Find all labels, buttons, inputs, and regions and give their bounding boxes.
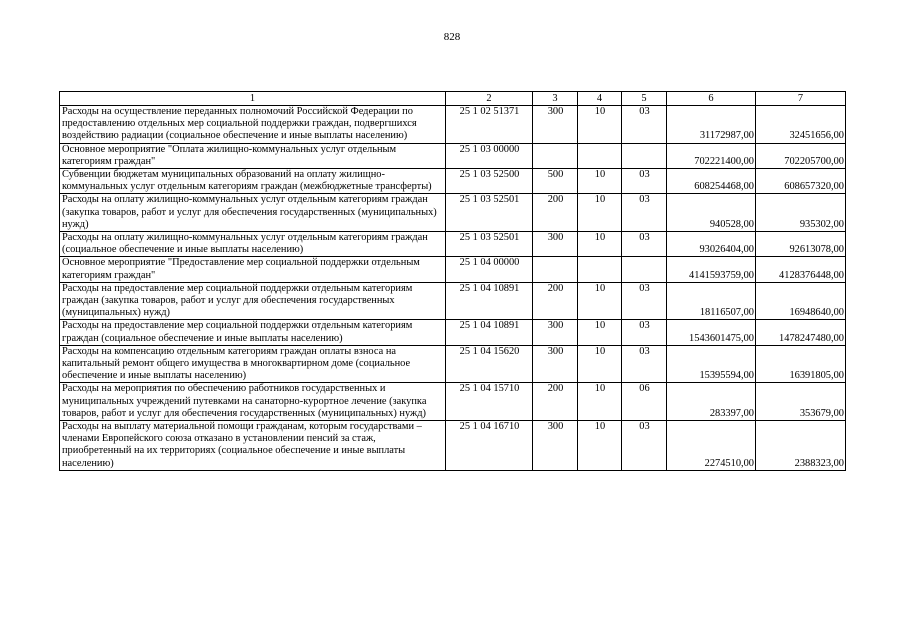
target-code-cell: 25 1 03 00000	[446, 143, 533, 168]
section-cell: 10	[578, 232, 622, 257]
page-number: 828	[443, 31, 461, 43]
header-cell: 4	[578, 92, 622, 106]
subsection-cell: 03	[622, 169, 667, 194]
target-code-cell: 25 1 04 10891	[446, 320, 533, 345]
header-cell: 5	[622, 92, 667, 106]
expense-name-cell: Основное мероприятие "Оплата жилищно-коммунальных услуг отдельным категориям граждан"	[60, 143, 446, 168]
expense-name-cell: Расходы на предоставление мер социальной поддержки отдельным категориям граждан (социальное обеспечение и иные выплаты населению)	[60, 320, 446, 345]
expense-name-cell: Расходы на компенсацию отдельным категориям граждан оплаты взноса на капитальный ремонт общего имущества в многоквартирном доме (социальное обеспечение и иные выплаты населению)	[60, 345, 446, 383]
section-cell: 10	[578, 421, 622, 471]
target-code-cell: 25 1 03 52501	[446, 194, 533, 232]
budget-table	[59, 91, 846, 471]
subsection-cell: 03	[622, 421, 667, 471]
expense-type-cell: 300	[533, 106, 578, 144]
section-cell	[578, 143, 622, 168]
amount-year2-cell: 32451656,00	[756, 106, 846, 144]
expense-type-cell: 300	[533, 320, 578, 345]
amount-year2-cell: 4128376448,00	[756, 257, 846, 282]
subsection-cell: 03	[622, 345, 667, 383]
expense-type-cell	[533, 257, 578, 282]
table-row	[60, 257, 846, 282]
subsection-cell: 03	[622, 320, 667, 345]
section-cell: 10	[578, 320, 622, 345]
header-cell: 3	[533, 92, 578, 106]
header-cell: 7	[756, 92, 846, 106]
amount-year2-cell: 935302,00	[756, 194, 846, 232]
expense-type-cell	[533, 143, 578, 168]
amount-year1-cell: 31172987,00	[667, 106, 756, 144]
expense-type-cell: 200	[533, 383, 578, 421]
table-row	[60, 232, 846, 257]
target-code-cell: 25 1 04 15710	[446, 383, 533, 421]
table-row	[60, 282, 846, 320]
subsection-cell: 03	[622, 282, 667, 320]
target-code-cell: 25 1 04 10891	[446, 282, 533, 320]
expense-type-cell: 500	[533, 169, 578, 194]
section-cell	[578, 257, 622, 282]
expense-type-cell: 300	[533, 345, 578, 383]
amount-year2-cell: 702205700,00	[756, 143, 846, 168]
section-cell: 10	[578, 383, 622, 421]
amount-year2-cell: 92613078,00	[756, 232, 846, 257]
expense-name-cell: Расходы на мероприятия по обеспечению работников государственных и муниципальных учреждений путевками на санаторно-курортное лечение (закупка товаров, работ и услуг для обеспечения государственных (муниципальных) нужд)	[60, 383, 446, 421]
target-code-cell: 25 1 04 00000	[446, 257, 533, 282]
amount-year2-cell: 353679,00	[756, 383, 846, 421]
amount-year1-cell: 940528,00	[667, 194, 756, 232]
section-cell: 10	[578, 194, 622, 232]
section-cell: 10	[578, 282, 622, 320]
expense-type-cell: 200	[533, 194, 578, 232]
table-row	[60, 320, 846, 345]
expense-name-cell: Расходы на оплату жилищно-коммунальных услуг отдельным категориям граждан (закупка товаров, работ и услуг для обеспечения государственных (муниципальных) нужд)	[60, 194, 446, 232]
amount-year2-cell: 2388323,00	[756, 421, 846, 471]
subsection-cell: 06	[622, 383, 667, 421]
expense-name-cell: Расходы на предоставление мер социальной поддержки отдельным категориям граждан (закупка товаров, работ и услуг для обеспечения государственных (муниципальных) нужд)	[60, 282, 446, 320]
header-cell: 2	[446, 92, 533, 106]
section-cell: 10	[578, 106, 622, 144]
subsection-cell: 03	[622, 232, 667, 257]
table-row	[60, 194, 846, 232]
header-cell: 1	[60, 92, 446, 106]
expense-type-cell: 300	[533, 232, 578, 257]
amount-year1-cell: 15395594,00	[667, 345, 756, 383]
expense-name-cell: Расходы на оплату жилищно-коммунальных услуг отдельным категориям граждан (социальное обеспечение и иные выплаты населению)	[60, 232, 446, 257]
table-row	[60, 143, 846, 168]
expense-name-cell: Расходы на осуществление переданных полномочий Российской Федерации по предоставлению отдельных мер социальной поддержки граждан, подвергшихся воздействию радиации (социальное обеспечение и иные выплаты населению)	[60, 106, 446, 144]
table-row	[60, 421, 846, 471]
subsection-cell: 03	[622, 194, 667, 232]
amount-year2-cell: 16391805,00	[756, 345, 846, 383]
expense-name-cell: Субвенции бюджетам муниципальных образований на оплату жилищно-коммунальных услуг отдельным категориям граждан (межбюджетные трансферты)	[60, 169, 446, 194]
table-row	[60, 383, 846, 421]
section-cell: 10	[578, 345, 622, 383]
amount-year1-cell: 1543601475,00	[667, 320, 756, 345]
table-row	[60, 345, 846, 383]
table-row	[60, 106, 846, 144]
amount-year1-cell: 93026404,00	[667, 232, 756, 257]
expense-name-cell: Расходы на выплату материальной помощи гражданам, которым государствами – членами Европейского союза отказано в установлении пенсий за стаж, приобретенный на их территориях (социальное обеспечение и иные выплаты населению)	[60, 421, 446, 471]
amount-year1-cell: 283397,00	[667, 383, 756, 421]
header-row	[60, 92, 846, 106]
amount-year1-cell: 702221400,00	[667, 143, 756, 168]
amount-year2-cell: 16948640,00	[756, 282, 846, 320]
amount-year2-cell: 608657320,00	[756, 169, 846, 194]
target-code-cell: 25 1 03 52500	[446, 169, 533, 194]
amount-year2-cell: 1478247480,00	[756, 320, 846, 345]
target-code-cell: 25 1 02 51371	[446, 106, 533, 144]
subsection-cell	[622, 257, 667, 282]
expense-type-cell: 300	[533, 421, 578, 471]
expense-type-cell: 200	[533, 282, 578, 320]
table-row	[60, 169, 846, 194]
amount-year1-cell: 4141593759,00	[667, 257, 756, 282]
amount-year1-cell: 2274510,00	[667, 421, 756, 471]
amount-year1-cell: 18116507,00	[667, 282, 756, 320]
expense-name-cell: Основное мероприятие "Предоставление мер социальной поддержки отдельным категориям граждан"	[60, 257, 446, 282]
subsection-cell	[622, 143, 667, 168]
target-code-cell: 25 1 04 15620	[446, 345, 533, 383]
target-code-cell: 25 1 04 16710	[446, 421, 533, 471]
section-cell: 10	[578, 169, 622, 194]
target-code-cell: 25 1 03 52501	[446, 232, 533, 257]
header-cell: 6	[667, 92, 756, 106]
subsection-cell: 03	[622, 106, 667, 144]
amount-year1-cell: 608254468,00	[667, 169, 756, 194]
